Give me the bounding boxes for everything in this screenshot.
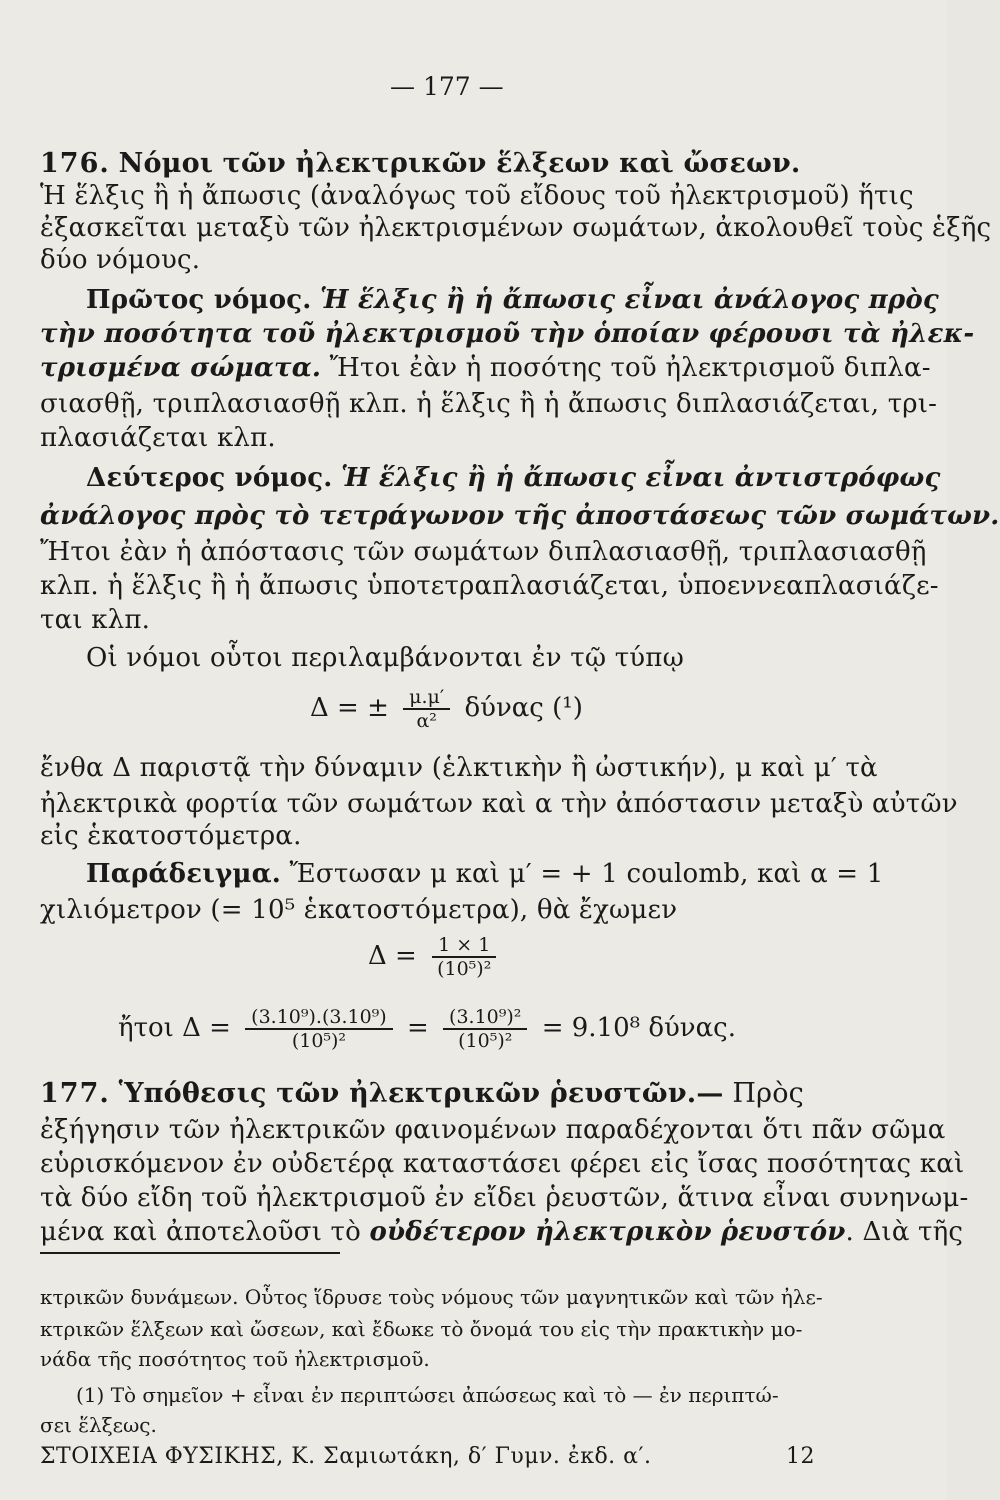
law1-line bbox=[40, 352, 931, 384]
paragraph-line: πλασιάζεται κλπ. bbox=[40, 423, 276, 453]
equation-1 bbox=[368, 934, 503, 980]
law1-label: Πρῶτος νόμος. bbox=[86, 285, 312, 315]
paragraph-line: Ἡ ἕλξις ἢ ἡ ἄπωσις (ἀναλόγως τοῦ εἴδους τοῦ ἠλεκτρισμοῦ) ἥτις bbox=[40, 181, 914, 211]
law1-statement: Ἡ ἕλξις ἢ ἡ ἄπωσις εἶναι ἀνάλογος πρὸς bbox=[320, 285, 939, 315]
paragraph-line: σιασθῇ, τριπλασιασθῇ κλπ. ἡ ἕλξις ἢ ἡ ἄπωσις διπλασιάζεται, τρι- bbox=[40, 389, 938, 419]
eq2-prefix: ἤτοι Δ = bbox=[118, 1013, 231, 1043]
eq1-numerator: 1 × 1 bbox=[432, 934, 496, 958]
book-footer-title: ΣΤΟΙΧΕΙΑ ΦΥΣΙΚΗΣ, Κ. Σαμιωτάκη, δ′ Γυμν. ἐκδ. α′. bbox=[40, 1444, 652, 1469]
paragraph-line: ἐξασκεῖται μεταξὺ τῶν ἠλεκτρισμένων σωμάτων, ἀκολουθεῖ τοὺς ἑξῆς bbox=[40, 213, 992, 243]
paragraph-line: ἔνθα Δ παριστᾷ τὴν δύναμιν (ἑλκτικὴν ἢ ὠστικήν), μ καὶ μ′ τὰ bbox=[40, 753, 878, 783]
eq2-result: = 9.10⁸ δύνας. bbox=[541, 1013, 736, 1043]
section-text-start: Πρὸς bbox=[732, 1078, 804, 1109]
section-title: Ὑπόθεσις τῶν ἠλεκτρικῶν ῥευστῶν.— bbox=[118, 1078, 724, 1109]
eq2-fraction-1 bbox=[245, 1006, 393, 1052]
law1-line bbox=[86, 284, 939, 316]
paragraph-line: Ἤτοι ἐὰν ἡ ἀπόστασις τῶν σωμάτων διπλασιασθῇ, τριπλασιασθῇ bbox=[40, 537, 927, 567]
eq1-lhs: Δ = bbox=[368, 941, 417, 971]
eq2-numerator-1: (3.10⁹).(3.10⁹) bbox=[245, 1006, 393, 1030]
text-segment: . Διὰ τῆς bbox=[845, 1217, 964, 1247]
text-segment: μένα καὶ ἀποτελοῦσι τὸ bbox=[40, 1217, 361, 1247]
formula-numerator: μ.μ′ bbox=[403, 686, 450, 710]
formula-lhs: Δ = ± bbox=[310, 693, 389, 723]
footnote-line: κτρικῶν ἕλξεων καὶ ὤσεων, καὶ ἔδωκε τὸ ὄνομά του εἰς τὴν πρακτικὴν μο- bbox=[40, 1317, 803, 1341]
formula-denominator: α² bbox=[416, 710, 437, 732]
paragraph-line: εἰς ἑκατοστόμετρα. bbox=[40, 821, 302, 851]
footnote-divider bbox=[40, 1252, 340, 1254]
section-176-heading bbox=[40, 148, 801, 180]
example-line bbox=[86, 858, 883, 890]
law1-statement-line: τὴν ποσότητα τοῦ ἠλεκτρισμοῦ τὴν ὁποίαν φέρουσι τὰ ἠλεκ- bbox=[40, 319, 975, 349]
emphasis-term: οὐδέτερον ἠλεκτρικὸν ῥευστόν bbox=[369, 1217, 846, 1247]
eq2-numerator-2: (3.10⁹)² bbox=[443, 1006, 527, 1030]
footnote-line: σει ἕλξεως. bbox=[40, 1413, 157, 1437]
law1-text: Ἤτοι ἐὰν ἡ ποσότης τοῦ ἠλεκτρισμοῦ διπλα- bbox=[329, 353, 931, 383]
paragraph-line: Οἱ νόμοι οὗτοι περιλαμβάνονται ἐν τῷ τύπῳ bbox=[86, 643, 684, 673]
page-number: — 177 — bbox=[390, 72, 504, 101]
section-number: 177. bbox=[40, 1078, 110, 1109]
coulomb-formula bbox=[310, 686, 583, 732]
paragraph-line: χιλιόμετρον (= 10⁵ ἑκατοστόμετρα), θὰ ἔχωμεν bbox=[40, 895, 678, 925]
eq2-fraction-2 bbox=[443, 1006, 527, 1052]
paragraph-line: κλπ. ἡ ἕλξις ἢ ἡ ἄπωσις ὑποτετραπλασιάζεται, ὑποεννεαπλασιάζε- bbox=[40, 571, 939, 601]
equation-2 bbox=[118, 1006, 736, 1052]
footnote-1: (1) Τὸ σημεῖον + εἶναι ἐν περιπτώσει ἀπώσεως καὶ τὸ — ἐν περιπτώ- bbox=[76, 1383, 779, 1407]
law2-statement: Ἡ ἕλξις ἢ ἡ ἄπωσις εἶναι ἀντιστρόφως bbox=[340, 463, 941, 493]
law2-label: Δεύτερος νόμος. bbox=[86, 463, 333, 493]
formula-rhs: δύνας (¹) bbox=[464, 693, 583, 723]
section-number: 176. bbox=[40, 148, 110, 179]
paragraph-line: ἐξήγησιν τῶν ἠλεκτρικῶν φαινομένων παραδέχονται ὅτι πᾶν σῶμα bbox=[40, 1115, 946, 1145]
footnote-line: κτρικῶν δυνάμεων. Οὗτος ἵδρυσε τοὺς νόμους τῶν μαγνητικῶν καὶ τῶν ἠλε- bbox=[40, 1285, 823, 1309]
law2-line bbox=[86, 462, 941, 494]
eq2-denominator-2: (10⁵)² bbox=[458, 1030, 513, 1052]
paragraph-line: τὰ δύο εἴδη τοῦ ἠλεκτρισμοῦ ἐν εἴδει ῥευστῶν, ἅτινα εἶναι συνηνωμ- bbox=[40, 1183, 969, 1213]
example-label: Παράδειγμα. bbox=[86, 859, 282, 889]
eq1-fraction bbox=[431, 934, 497, 980]
formula-fraction bbox=[403, 686, 450, 732]
law1-statement-end: τρισμένα σώματα. bbox=[40, 353, 322, 383]
law2-statement-line: ἀνάλογος πρὸς τὸ τετράγωνον τῆς ἀποστάσεως τῶν σωμάτων. bbox=[40, 501, 1000, 531]
section-title: Νόμοι τῶν ἠλεκτρικῶν ἕλξεων καὶ ὤσεων. bbox=[118, 148, 801, 179]
eq1-denominator: (10⁵)² bbox=[437, 958, 492, 980]
footnote-line: νάδα τῆς ποσότητος τοῦ ἠλεκτρισμοῦ. bbox=[40, 1347, 430, 1371]
paragraph-line: ται κλπ. bbox=[40, 605, 151, 635]
paragraph-line: ἠλεκτρικὰ φορτία τῶν σωμάτων καὶ α τὴν ἀπόστασιν μεταξὺ αὐτῶν bbox=[40, 789, 958, 819]
eq2-denominator-1: (10⁵)² bbox=[291, 1030, 347, 1052]
paragraph-line bbox=[40, 1216, 963, 1248]
paragraph-line: δύο νόμους. bbox=[40, 245, 201, 275]
eq2-equals: = bbox=[406, 1013, 429, 1043]
example-text: Ἔστωσαν μ καὶ μ′ = + 1 coulomb, καὶ α = 1 bbox=[289, 859, 884, 889]
section-177-heading bbox=[40, 1078, 804, 1110]
sheet-number: 12 bbox=[786, 1444, 815, 1469]
paragraph-line: εὑρισκόμενον ἐν οὐδετέρᾳ καταστάσει φέρει εἰς ἴσας ποσότητας καὶ bbox=[40, 1149, 965, 1179]
